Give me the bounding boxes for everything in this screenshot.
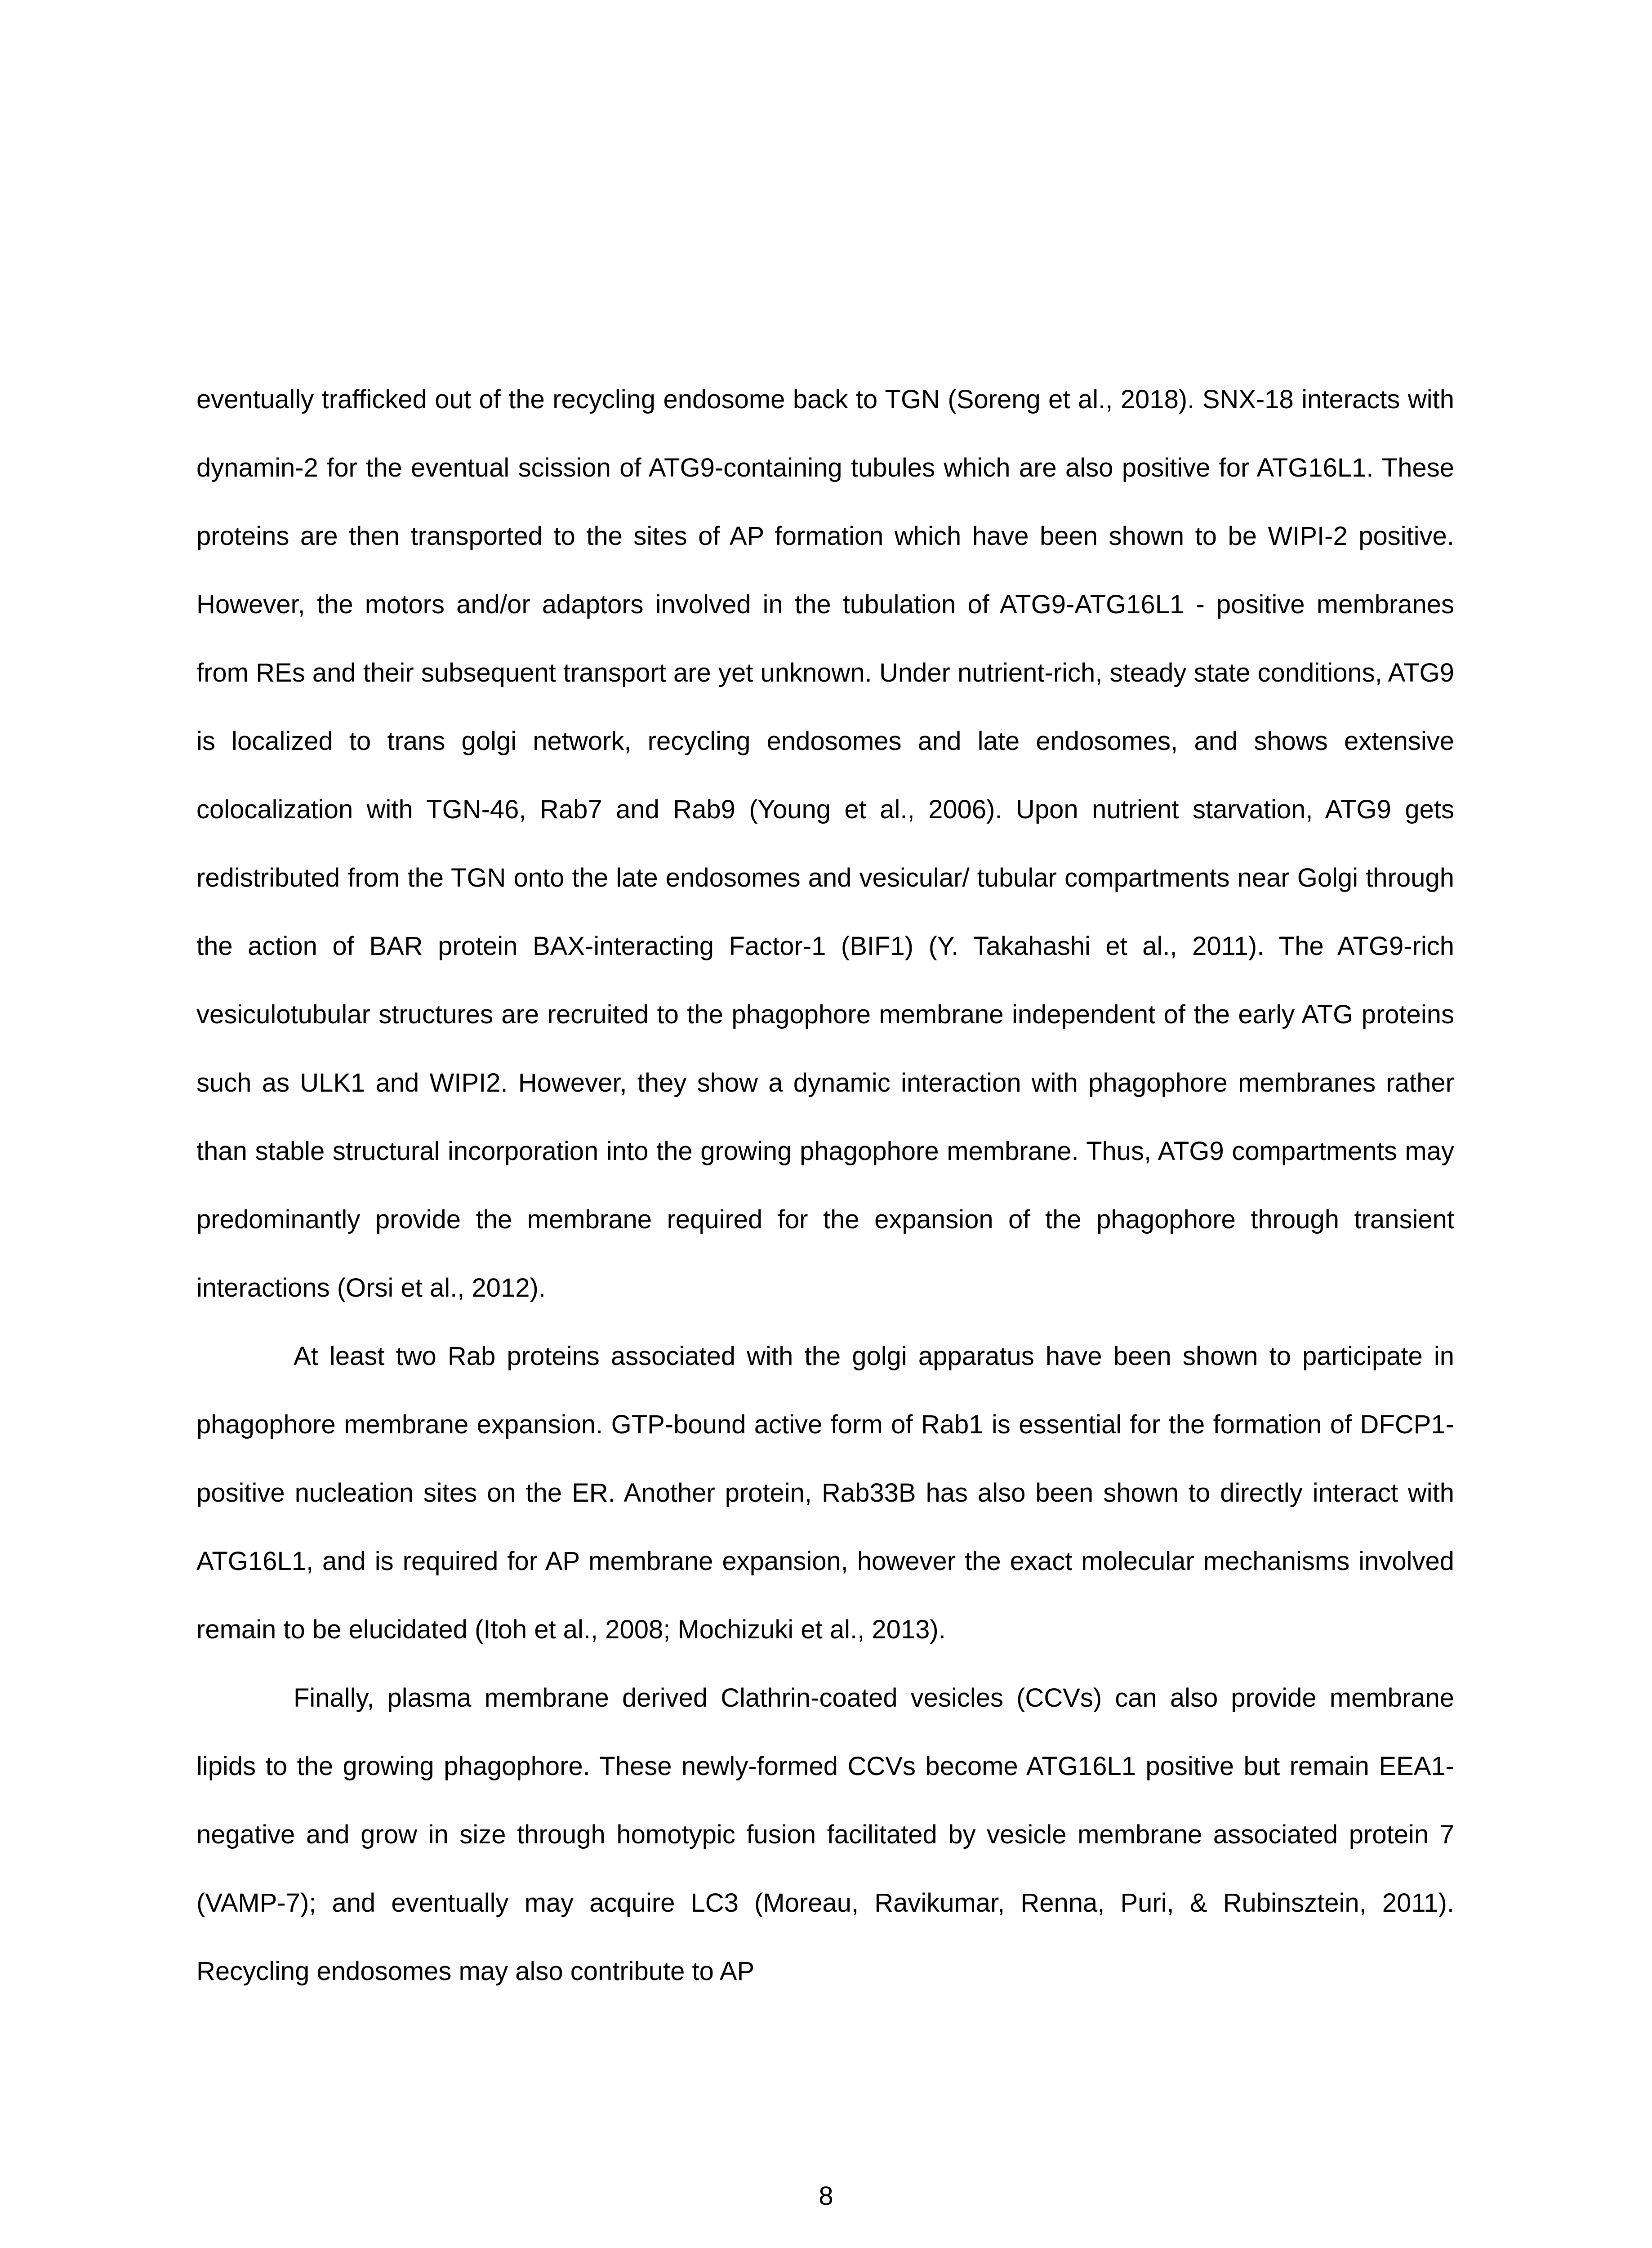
body-text xyxy=(196,366,1454,2006)
paragraph-clathrin-vesicles: Finally, plasma membrane derived Clathrin-coated vesicles (CCVs) can also provide membrane lipids to the growing phagophore. These newly-formed CCVs become ATG16L1 positive but remain EEA1-negative and grow in size through homotypic fusion facilitated by vesicle membrane associated protein 7 (VAMP-7); and eventually may acquire LC3 (Moreau, Ravikumar, Renna, Puri, & Rubinsztein, 2011). Recycling endosomes may also contribute to AP xyxy=(196,1683,1454,1986)
page-number: 8 xyxy=(819,2181,833,2211)
paragraph-atg9-trafficking: eventually trafficked out of the recycling endosome back to TGN (Soreng et al., 2018). SNX-18 interacts with dynamin-2 for the eventual scission of ATG9-containing tubules which are also positive for ATG16L1. These proteins are then transported to the sites of AP formation which have been shown to be WIPI-2 positive. However, the motors and/or adaptors involved in the tubulation of ATG9-ATG16L1 - positive membranes from REs and their subsequent transport are yet unknown. Under nutrient-rich, steady state conditions, ATG9 is localized to trans golgi network, recycling endosomes and late endosomes, and shows extensive colocalization with TGN-46, Rab7 and Rab9 (Young et al., 2006). Upon nutrient starvation, ATG9 gets redistributed from the TGN onto the late endosomes and vesicular/ tubular compartments near Golgi through the action of BAR protein BAX-interacting Factor-1 (BIF1) (Y. Takahashi et al., 2011). The ATG9-rich vesiculotubular structures are recruited to the phagophore membrane independent of the early ATG proteins such as ULK1 and WIPI2. However, they show a dynamic interaction with phagophore membranes rather than stable structural incorporation into the growing phagophore membrane. Thus, ATG9 compartments may predominantly provide the membrane required for the expansion of the phagophore through transient interactions (Orsi et al., 2012). xyxy=(196,385,1454,1302)
paragraph-rab-proteins: At least two Rab proteins associated with the golgi apparatus have been shown to participate in phagophore membrane expansion. GTP-bound active form of Rab1 is essential for the formation of DFCP1-positive nucleation sites on the ER. Another protein, Rab33B has also been shown to directly interact with ATG16L1, and is required for AP membrane expansion, however the exact molecular mechanisms involved remain to be elucidated (Itoh et al., 2008; Mochizuki et al., 2013). xyxy=(196,1342,1454,1644)
